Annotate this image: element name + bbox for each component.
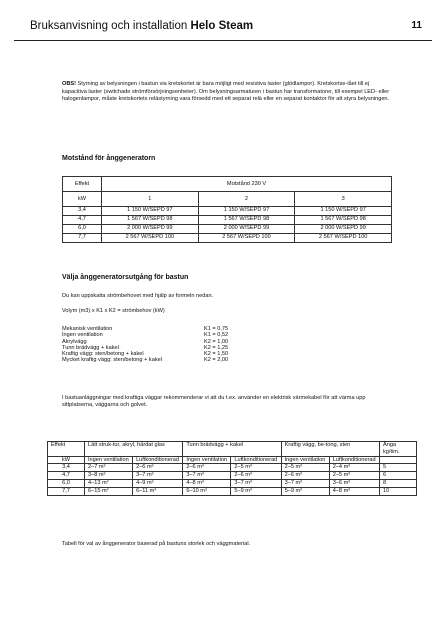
factor-value: K2 = 1,50 bbox=[204, 351, 229, 358]
factor-value: K2 = 1,25 bbox=[204, 344, 229, 351]
header-thin-wall: Tunn brädvägg + kakel bbox=[183, 442, 281, 457]
table-cell: 3–7 m³ bbox=[133, 472, 183, 480]
factor-list bbox=[62, 326, 252, 364]
table-row bbox=[63, 207, 392, 216]
table-cell: 2 567 W/SEPD 100 bbox=[295, 234, 392, 243]
formula-text: Volym (m3) x K1 x K2 = strömbehov (kW) bbox=[62, 308, 165, 314]
intro-text: Du kan uppskatta strömbehovet med hjälp av formeln nedan. bbox=[62, 293, 214, 299]
factor-value: K1 = 0,75 bbox=[204, 326, 229, 332]
header-col-2: 2 bbox=[198, 192, 295, 207]
notice-text: Styrning av belysningen i bastun via kretskortet är bara möjligt med resistiva laster (glödlampor). Kretskortse-lået till ej kapacitiva laster (switchade strömförsörjningsenheter). Om belysningsarmaturen i bastun har transformatorer, till exempel LED- eller halogenlampor, måste kretskortets relästyrning vara försedd med ett separat relä eller en separat kontaktor för att styra belysningen. bbox=[62, 81, 390, 102]
header-unit: kW bbox=[63, 192, 102, 207]
header-air-conditioned: Luftkonditionerad bbox=[133, 456, 183, 464]
table-cell: 6–10 m³ bbox=[183, 487, 231, 495]
table-cell: 6 bbox=[380, 472, 417, 480]
table-cell: 5 bbox=[380, 464, 417, 472]
table-cell: 6–15 m³ bbox=[85, 487, 133, 495]
title-prefix: Bruksanvisning och installation bbox=[30, 20, 188, 32]
table-cell: 1 150 W/SEPD 97 bbox=[198, 207, 295, 216]
factor-label: Ingen ventilation bbox=[62, 332, 103, 339]
table-cell: 2 000 W/SEPD 99 bbox=[102, 225, 199, 234]
document-title bbox=[30, 20, 253, 32]
table-cell: 2 000 W/SEPD 99 bbox=[198, 225, 295, 234]
table-cell: 3–7 m³ bbox=[183, 472, 231, 480]
table-cell: 3–7 m³ bbox=[281, 479, 329, 487]
factor-label: Tunn brädvägg + kakel bbox=[62, 344, 119, 351]
header-col-3: 3 bbox=[295, 192, 392, 207]
table-row bbox=[48, 479, 417, 487]
table-cell: 6,0 bbox=[63, 225, 102, 234]
factor-value: K2 = 1,00 bbox=[204, 338, 229, 345]
table-cell: 5–9 m³ bbox=[281, 487, 329, 495]
table-cell: 2–6 m³ bbox=[183, 464, 231, 472]
table-row bbox=[63, 234, 392, 243]
table-cell: 3–7 m³ bbox=[231, 479, 281, 487]
table-cell: 4–13 m³ bbox=[85, 479, 133, 487]
title-brand: Helo Steam bbox=[190, 20, 254, 32]
table-cell: 2–4 m³ bbox=[329, 464, 379, 472]
table-caption: Tabell för val av ånggenerator baserad på bastuns storlek och väggmaterial. bbox=[62, 541, 251, 547]
table-cell: 3–8 m³ bbox=[85, 472, 133, 480]
table-cell: 8 bbox=[380, 479, 417, 487]
table-cell: 2–5 m³ bbox=[329, 472, 379, 480]
header-no-ventilation: Ingen ventilation bbox=[281, 456, 329, 464]
table-row bbox=[63, 216, 392, 225]
table-cell: 1 567 W/SEPD 98 bbox=[295, 216, 392, 225]
table-cell: 6,0 bbox=[48, 479, 85, 487]
header-effekt: Effekt bbox=[48, 442, 85, 457]
factor-label: Mycket kraftig vägg: sten/betong + kakel bbox=[62, 357, 162, 364]
factor-row bbox=[62, 357, 252, 363]
table-cell: 7,7 bbox=[48, 487, 85, 495]
header-no-ventilation: Ingen ventilation bbox=[183, 456, 231, 464]
notice-paragraph bbox=[62, 81, 392, 104]
factor-label: Mekanisk ventilation bbox=[62, 326, 113, 332]
table-cell: 3–6 m³ bbox=[329, 479, 379, 487]
table-cell: 3,4 bbox=[48, 464, 85, 472]
page-header bbox=[14, 10, 432, 41]
table-cell: 5–9 m³ bbox=[231, 487, 281, 495]
header-heavy-wall: Kraftig vägg, be-tong, sten bbox=[281, 442, 379, 457]
table-cell: 1 150 W/SEPD 97 bbox=[295, 207, 392, 216]
sauna-size-table bbox=[47, 441, 417, 496]
table-cell: 4–8 m³ bbox=[183, 479, 231, 487]
header-air-conditioned: Luftkonditionerad bbox=[329, 456, 379, 464]
header-col-1: 1 bbox=[102, 192, 199, 207]
table-cell: 2–5 m³ bbox=[281, 464, 329, 472]
table-cell: 1 567 W/SEPD 98 bbox=[102, 216, 199, 225]
section-heading-resistors: Motstånd för ånggeneratorn bbox=[62, 155, 156, 162]
factor-value: K1 = 0,52 bbox=[204, 332, 229, 339]
header-unit: kW bbox=[48, 456, 85, 464]
table-cell: 2 567 W/SEPD 100 bbox=[102, 234, 199, 243]
section-heading-selection: Välja ånggeneratorsutgång för bastun bbox=[62, 274, 189, 281]
table-cell: 2 567 W/SEPD 100 bbox=[198, 234, 295, 243]
table-cell: 2–5 m³ bbox=[231, 464, 281, 472]
table-cell: 2–7 m³ bbox=[85, 464, 133, 472]
table-cell: 2–6 m³ bbox=[133, 464, 183, 472]
table-cell: 4,7 bbox=[48, 472, 85, 480]
factor-value: K2 = 2,00 bbox=[204, 357, 229, 364]
table-cell: 2–6 m³ bbox=[231, 472, 281, 480]
header-air-conditioned: Luftkonditionerad bbox=[231, 456, 281, 464]
table-row bbox=[48, 487, 417, 495]
table-cell: 4–9 m³ bbox=[133, 479, 183, 487]
table-cell: 7,7 bbox=[63, 234, 102, 243]
table-cell: 4,7 bbox=[63, 216, 102, 225]
page-number: 11 bbox=[411, 20, 422, 31]
header-effekt: Effekt bbox=[63, 177, 102, 192]
factor-label: Kraftig vägg: sten/betong + kakel bbox=[62, 351, 144, 358]
notice-label: OBS! bbox=[62, 81, 76, 87]
table-cell: 2 000 W/SEPD 99 bbox=[295, 225, 392, 234]
table-cell: 4–8 m³ bbox=[329, 487, 379, 495]
table-cell: 1 150 W/SEPD 97 bbox=[102, 207, 199, 216]
header-motstand: Motstånd 230 V bbox=[102, 177, 392, 192]
recommendation-text: I bastuanläggningar med kraftiga väggar rekommenderar vi att du t.ex. använder en elektrisk värmekabel för att värma upp sittplatserna, väggarna och golvet. bbox=[62, 395, 366, 408]
table-cell: 3,4 bbox=[63, 207, 102, 216]
factor-label: Akrylvägg bbox=[62, 338, 87, 345]
table-row bbox=[48, 472, 417, 480]
table-cell: 2–6 m³ bbox=[281, 472, 329, 480]
header-steam: Ånga kg/tim. bbox=[380, 442, 417, 457]
header-light-structure: Lätt struk-tur, akryl, härdat glas bbox=[85, 442, 183, 457]
table-row bbox=[48, 464, 417, 472]
header-no-ventilation: Ingen ventilation bbox=[85, 456, 133, 464]
resistor-table bbox=[62, 176, 392, 243]
table-cell: 6–11 m³ bbox=[133, 487, 183, 495]
table-row bbox=[63, 225, 392, 234]
header-steam-blank bbox=[380, 456, 417, 464]
table-cell: 1 567 W/SEPD 98 bbox=[198, 216, 295, 225]
table-cell: 10 bbox=[380, 487, 417, 495]
